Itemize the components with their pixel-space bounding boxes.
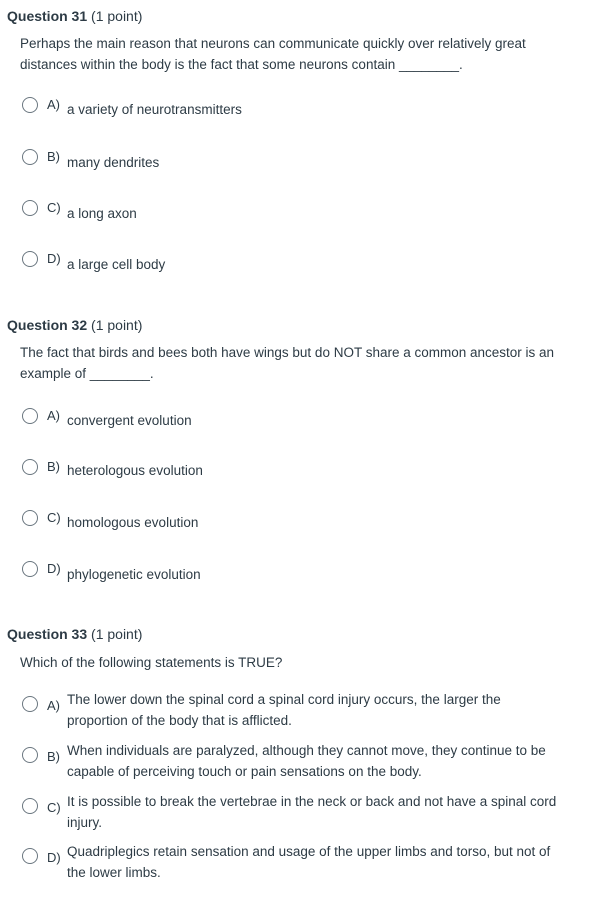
option-letter: D)	[47, 850, 61, 865]
option-letter: A)	[47, 408, 60, 423]
option-a[interactable]	[22, 407, 582, 447]
option-text: a long axon	[67, 206, 137, 221]
radio-button[interactable]	[22, 561, 38, 577]
option-c[interactable]	[22, 199, 582, 239]
question-title: Question 31	[7, 8, 88, 24]
radio-button[interactable]	[22, 696, 38, 712]
question-header	[7, 7, 142, 25]
question-title: Question 33	[7, 626, 88, 642]
question-text: The fact that birds and bees both have wings but do NOT share a common ancestor is an example of ________.	[20, 345, 555, 381]
radio-button[interactable]	[22, 459, 38, 475]
option-letter: D)	[47, 561, 61, 576]
option-a[interactable]	[22, 689, 582, 729]
option-c[interactable]	[22, 509, 582, 549]
option-letter: A)	[47, 97, 60, 112]
option-letter: B)	[47, 749, 60, 764]
question-header	[7, 625, 142, 643]
option-text: homologous evolution	[67, 515, 199, 530]
option-letter: C)	[47, 510, 61, 525]
option-d[interactable]	[22, 841, 582, 881]
option-letter: A)	[47, 698, 60, 713]
question-title: Question 32	[7, 317, 88, 333]
radio-button[interactable]	[22, 251, 38, 267]
option-b[interactable]	[22, 740, 582, 780]
option-text: many dendrites	[67, 155, 160, 170]
question-points: (1 point)	[91, 626, 143, 642]
radio-button[interactable]	[22, 97, 38, 113]
option-d[interactable]	[22, 560, 582, 600]
option-letter: B)	[47, 149, 60, 164]
option-d[interactable]	[22, 250, 582, 290]
question-header	[7, 316, 142, 334]
question-text: Perhaps the main reason that neurons can communicate quickly over relatively great distances within the body is the fact that some neurons contain ________.	[20, 36, 526, 72]
option-text: heterologous evolution	[67, 463, 203, 478]
radio-button[interactable]	[22, 510, 38, 526]
radio-button[interactable]	[22, 149, 38, 165]
option-a[interactable]	[22, 96, 582, 136]
option-text: a large cell body	[67, 257, 166, 272]
option-text: When individuals are paralyzed, although they cannot move, they continue to be capable of perceiving touch or pain sensations on the body.	[67, 743, 546, 779]
option-text: The lower down the spinal cord a spinal cord injury occurs, the larger the proportion of the body that is afflicted.	[67, 692, 501, 728]
radio-button[interactable]	[22, 408, 38, 424]
radio-button[interactable]	[22, 848, 38, 864]
radio-button[interactable]	[22, 200, 38, 216]
question-points: (1 point)	[91, 317, 143, 333]
question-points: (1 point)	[91, 8, 143, 24]
radio-button[interactable]	[22, 747, 38, 763]
option-letter: D)	[47, 251, 61, 266]
radio-button[interactable]	[22, 798, 38, 814]
option-text: Quadriplegics retain sensation and usage of the upper limbs and torso, but not of the lower limbs.	[67, 844, 551, 880]
option-c[interactable]	[22, 791, 582, 831]
option-letter: C)	[47, 800, 61, 815]
option-letter: B)	[47, 459, 60, 474]
option-text: convergent evolution	[67, 413, 192, 428]
option-b[interactable]	[22, 458, 582, 498]
option-text: It is possible to break the vertebrae in the neck or back and not have a spinal cord injury.	[67, 794, 557, 830]
option-b[interactable]	[22, 148, 582, 188]
option-text: a variety of neurotransmitters	[67, 102, 242, 117]
option-letter: C)	[47, 200, 61, 215]
option-text: phylogenetic evolution	[67, 567, 201, 582]
question-text: Which of the following statements is TRUE?	[20, 655, 283, 670]
